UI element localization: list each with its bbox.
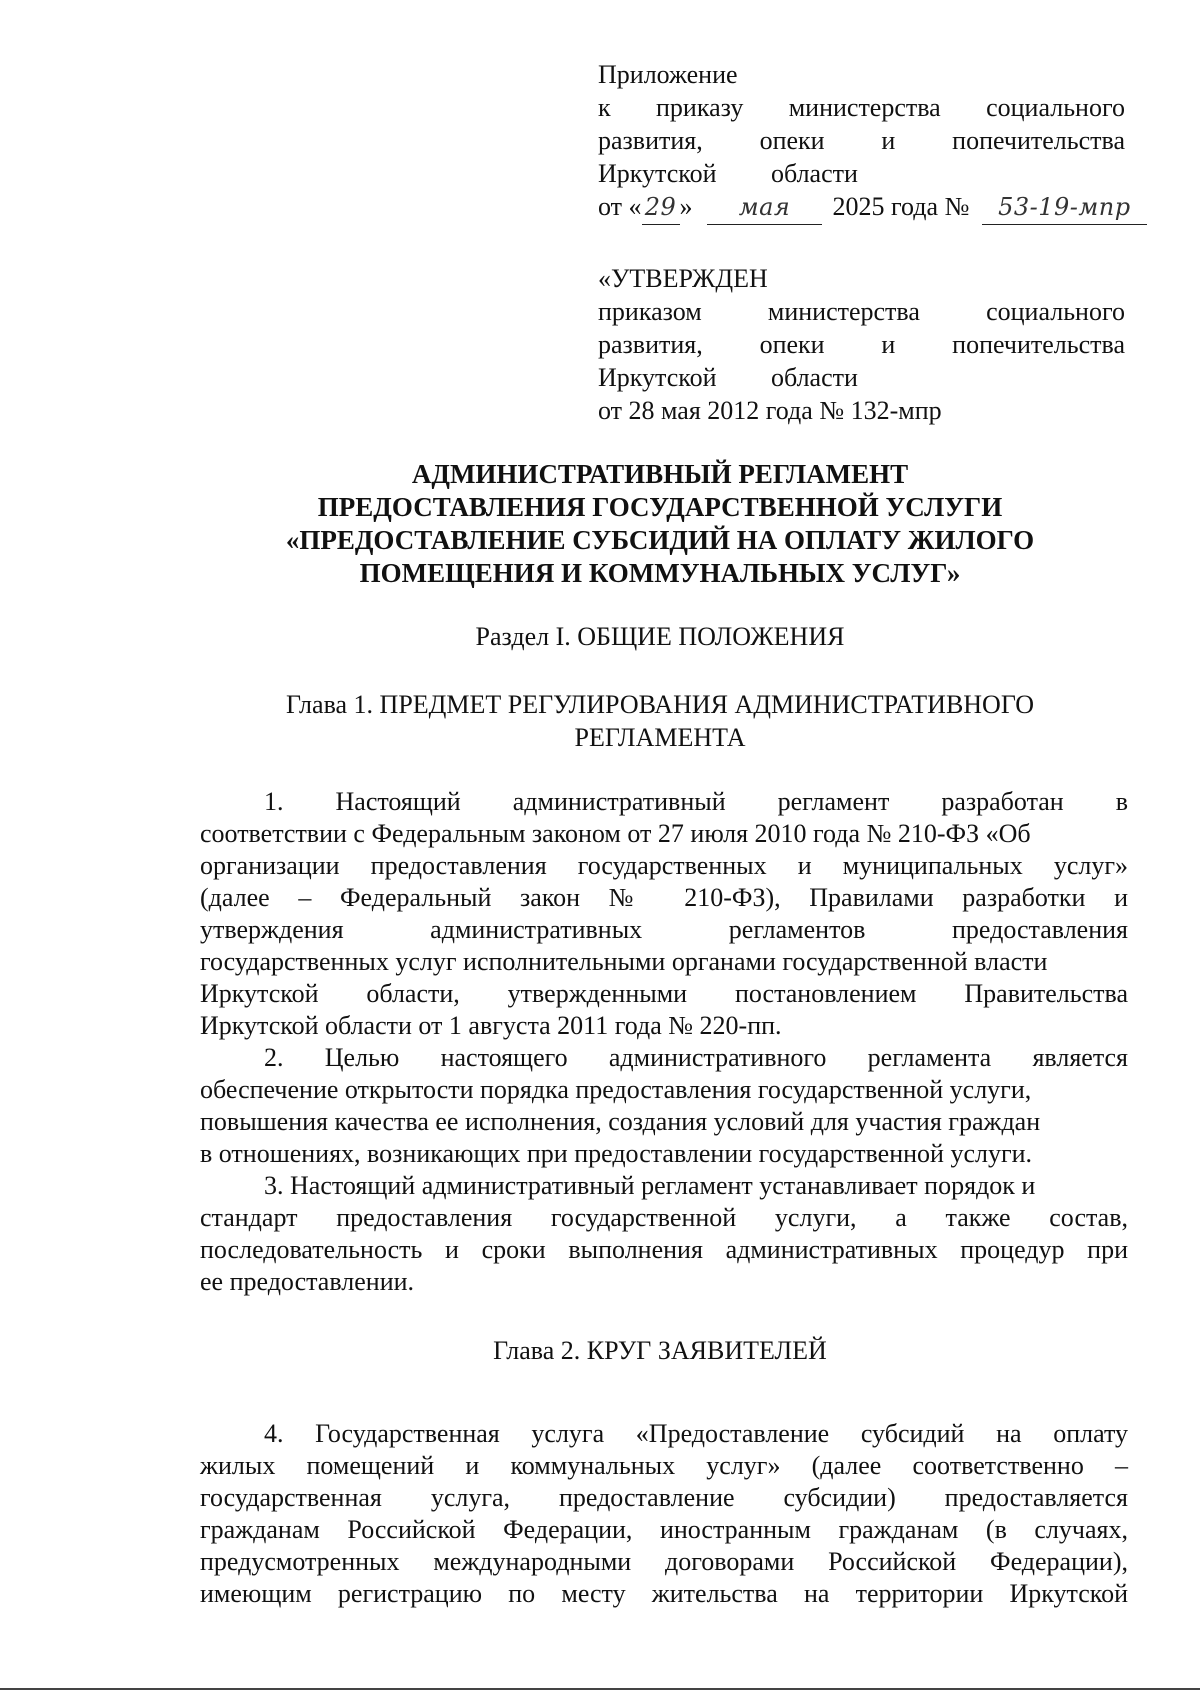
approved-line2: развития, опеки и попечительства	[598, 330, 1125, 359]
p2-line: 2. Целью настоящего административного регламента является	[264, 1043, 1128, 1072]
paragraph-4	[200, 1418, 1128, 1610]
appendix-order-line1: к приказу министерства социального	[598, 93, 1125, 122]
date-year-text: 2025 года №	[832, 192, 970, 221]
date-prefix: от «	[598, 192, 642, 221]
p1-line: Иркутской области от 1 августа 2011 года № 220-пп.	[200, 1011, 782, 1040]
appendix-order-line3: Иркутской области	[598, 159, 858, 188]
p1-line: утверждения административных регламентов предоставления	[200, 915, 1128, 944]
chapter1-heading-line2: РЕГЛАМЕНТА	[574, 723, 746, 752]
date-mid: »	[679, 192, 693, 221]
chapter1-heading-line1: Глава 1. ПРЕДМЕТ РЕГУЛИРОВАНИЯ АДМИНИСТРАТИВНОГО	[285, 690, 1034, 719]
title-line4: ПОМЕЩЕНИЯ И КОММУНАЛЬНЫХ УСЛУГ»	[359, 558, 961, 588]
paragraph-2	[200, 1042, 1128, 1170]
p1-line: соответствии с Федеральным законом от 27 июля 2010 года № 210-ФЗ «Об	[200, 819, 1031, 848]
p4-line: государственная услуга, предоставление субсидии) предоставляется	[200, 1483, 1128, 1512]
title-line2: ПРЕДОСТАВЛЕНИЯ ГОСУДАРСТВЕННОЙ УСЛУГИ	[317, 492, 1003, 522]
p3-line: 3. Настоящий административный регламент устанавливает порядок и	[264, 1171, 1036, 1200]
p4-line: имеющим регистрацию по месту жительства на территории Иркутской	[200, 1579, 1128, 1608]
document-title	[200, 458, 1120, 590]
approved-line4: от 28 мая 2012 года № 132-мпр	[598, 396, 942, 425]
date-day-field	[642, 190, 680, 225]
p1-line: организации предоставления государственных и муниципальных услуг»	[200, 851, 1128, 880]
approved-line3: Иркутской области	[598, 363, 858, 392]
approved-label: «УТВЕРЖДЕН	[598, 264, 768, 293]
paragraph-3	[200, 1170, 1128, 1298]
title-line1: АДМИНИСТРАТИВНЫЙ РЕГЛАМЕНТ	[411, 459, 909, 489]
approved-line1: приказом министерства социального	[598, 297, 1125, 326]
p4-line: предусмотренных международными договорами Российской Федерации),	[200, 1547, 1128, 1576]
p3-line: последовательность и сроки выполнения административных процедур при	[200, 1235, 1128, 1264]
order-number-handwritten: 53-19-мпр	[998, 193, 1131, 221]
appendix-order-line2: развития, опеки и попечительства	[598, 126, 1125, 155]
chapter1-heading	[200, 688, 1120, 754]
title-line3: «ПРЕДОСТАВЛЕНИЕ СУБСИДИЙ НА ОПЛАТУ ЖИЛОГО	[285, 525, 1035, 555]
paragraph-1	[200, 786, 1128, 1042]
p1-line: (далее – Федеральный закон № 210-ФЗ), Правилами разработки и	[200, 883, 1128, 912]
p4-line: 4. Государственная услуга «Предоставление субсидий на оплату	[264, 1419, 1128, 1448]
date-day-handwritten: 29	[644, 193, 677, 221]
approved-block	[598, 262, 1125, 427]
p1-line: 1. Настоящий административный регламент разработан в	[264, 787, 1128, 816]
section1-heading: Раздел I. ОБЩИЕ ПОЛОЖЕНИЯ	[475, 622, 845, 651]
date-month-handwritten: мая	[738, 193, 791, 221]
p3-line: стандарт предоставления государственной услуги, а также состав,	[200, 1203, 1128, 1232]
p1-line: Иркутской области, утвержденными постановлением Правительства	[200, 979, 1128, 1008]
p3-line: ее предоставлении.	[200, 1267, 415, 1296]
p2-line: обеспечение открытости порядка предоставления государственной услуги,	[200, 1075, 1032, 1104]
p4-line: жилых помещений и коммунальных услуг» (далее соответственно –	[200, 1451, 1128, 1480]
p2-line: повышения качества ее исполнения, создания условий для участия граждан	[200, 1107, 1041, 1136]
p4-line: гражданам Российской Федерации, иностранным гражданам (в случаях,	[200, 1515, 1128, 1544]
order-number-field	[982, 190, 1147, 225]
p1-line: государственных услуг исполнительными органами государственной власти	[200, 947, 1048, 976]
appendix-label: Приложение	[598, 60, 738, 89]
date-month-field	[707, 190, 822, 225]
p2-line: в отношениях, возникающих при предоставлении государственной услуги.	[200, 1139, 1033, 1168]
page-bottom-rule	[0, 1688, 1200, 1690]
appendix-date-line	[598, 190, 1131, 225]
appendix-block	[598, 58, 1131, 225]
chapter2-heading: Глава 2. КРУГ ЗАЯВИТЕЛЕЙ	[493, 1336, 827, 1365]
